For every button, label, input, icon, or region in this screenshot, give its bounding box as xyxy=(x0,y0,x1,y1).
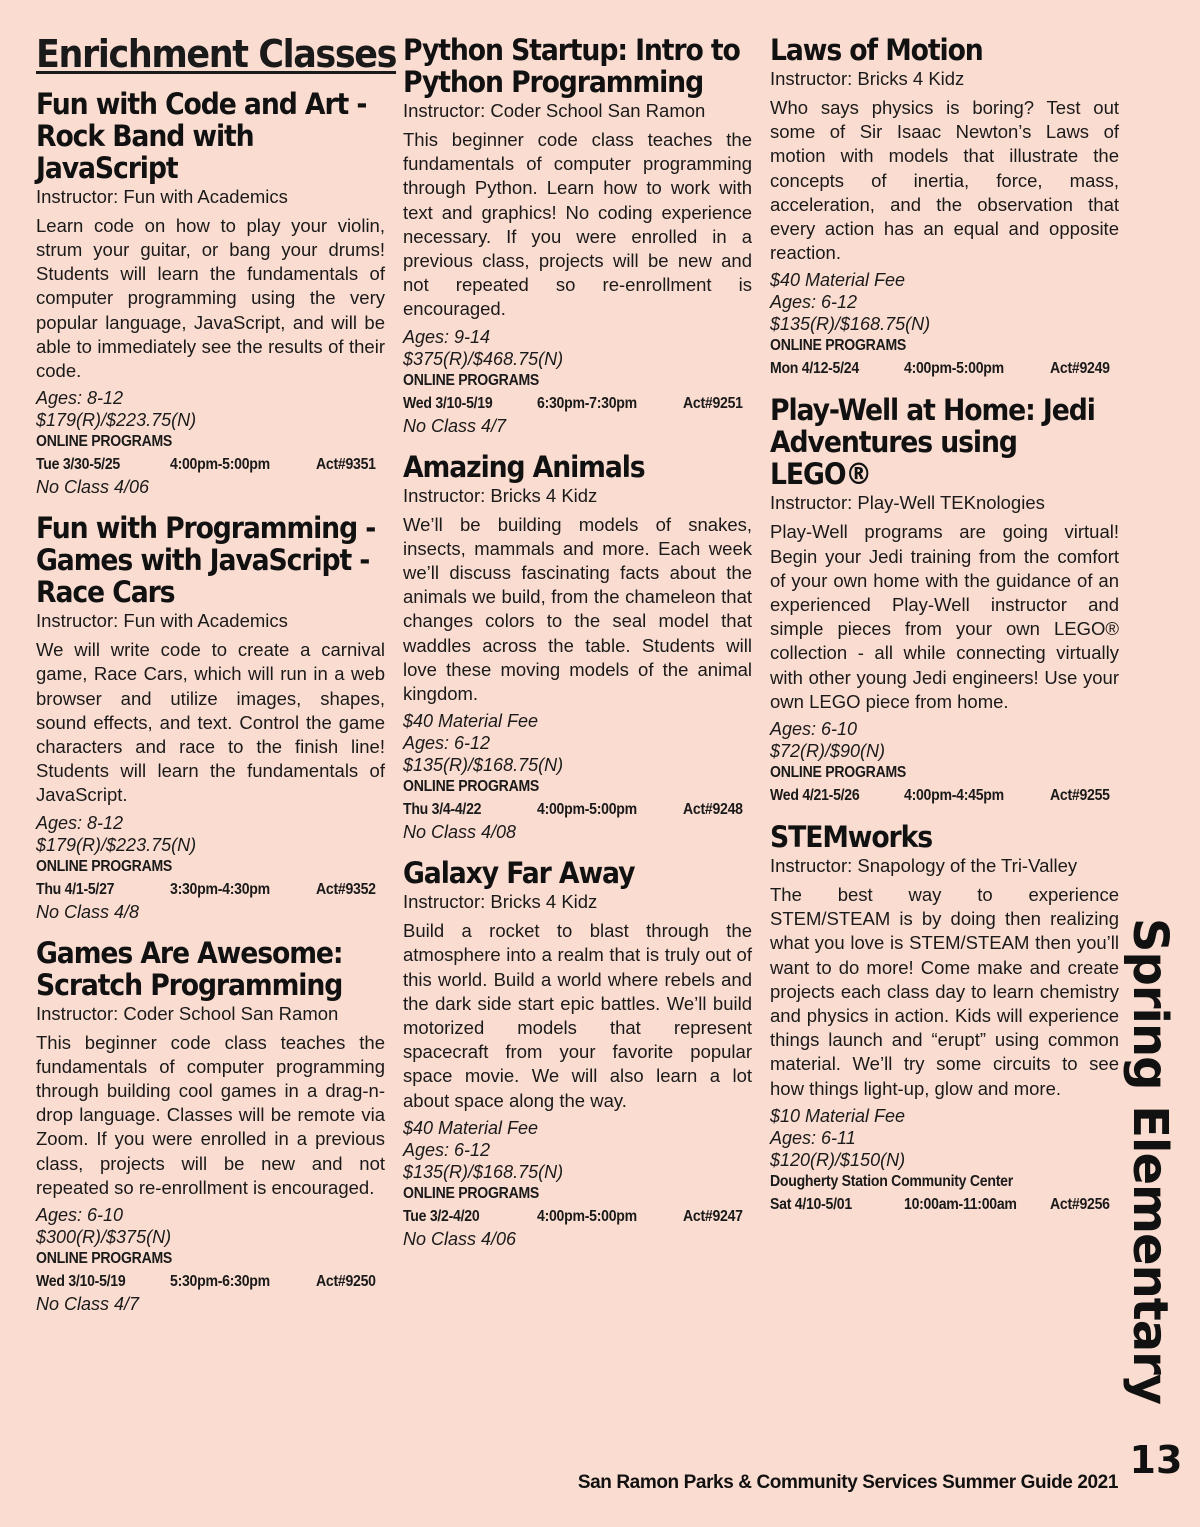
class-title: Python Startup: Intro to Python Programming xyxy=(403,33,740,99)
class-description: This beginner code class teaches the fundamentals of computer programming through Python. Learn how to work with text and graphics! No coding experience necessary. If you were enrolled in a previous class, projects will be new and not repeated so re-enrollment is encouraged. xyxy=(403,129,752,320)
class-time: 4:00pm-5:00pm xyxy=(537,801,638,819)
class-ages: Ages: 9-14 xyxy=(403,326,491,347)
class-price: $179(R)/$223.75(N) xyxy=(36,410,197,431)
class-venue: ONLINE PROGRAMS xyxy=(770,764,907,782)
class-schedule xyxy=(770,784,1119,807)
no-class-note: No Class 4/08 xyxy=(403,822,517,843)
class-venue: ONLINE PROGRAMS xyxy=(403,1184,540,1202)
class-time: 4:00pm-5:00pm xyxy=(537,1207,638,1225)
class-dates: Thu 4/1-5/27 xyxy=(36,880,115,898)
class-title: Play-Well at Home: Jedi Adventures using LEGO® xyxy=(770,393,1095,492)
class-description: Learn code on how to play your violin, strum your guitar, or bang your drums! Students will learn the fundamentals of computer programming using the very popular language, JavaScript, and will be able to immediately see the results of their code. xyxy=(36,214,385,382)
class-venue: ONLINE PROGRAMS xyxy=(36,857,173,875)
class-instructor: Instructor: Coder School San Ramon xyxy=(403,100,706,121)
page-number: 13 xyxy=(1129,1438,1183,1482)
class-instructor: Instructor: Bricks 4 Kidz xyxy=(403,484,598,506)
class-description: We will write code to create a carnival game, Race Cars, which will run in a web browser and utilize images, shapes, sound effects, and text. Control the game characters and race to the finish line! Students will learn the fundamentals of JavaScript. xyxy=(36,639,385,806)
class-listing xyxy=(770,34,1119,380)
class-ages: Ages: 8-12 xyxy=(36,388,124,409)
class-price: $120(R)/$150(N) xyxy=(770,1149,906,1170)
activity-number: Act#9256 xyxy=(1049,1195,1110,1213)
class-price: $135(R)/$168.75(N) xyxy=(770,314,931,335)
class-price: $179(R)/$223.75(N) xyxy=(36,834,197,855)
class-listing xyxy=(403,451,752,844)
class-venue: ONLINE PROGRAMS xyxy=(36,433,173,451)
class-ages: Ages: 6-12 xyxy=(403,733,491,754)
class-time: 4:00pm-5:00pm xyxy=(170,456,271,474)
activity-number: Act#9248 xyxy=(682,801,743,819)
section-title: Enrichment Classes xyxy=(36,32,397,76)
class-instructor: Instructor: Fun with Academics xyxy=(36,610,288,632)
class-ages: Ages: 6-12 xyxy=(403,1139,491,1160)
class-dates: Tue 3/2-4/20 xyxy=(403,1207,480,1225)
class-schedule xyxy=(403,798,752,821)
class-listing xyxy=(36,937,385,1315)
class-schedule xyxy=(403,392,752,415)
class-description: This beginner code class teaches the fundamentals of computer programming through building cool games in a drag-n-drop language. Classes will be remote via Zoom. If you were enrolled in a previous class, projects will be new and not repeated so re-enrollment is encouraged. xyxy=(36,1031,385,1198)
class-time: 10:00am-11:00am xyxy=(904,1195,1018,1213)
class-schedule xyxy=(36,453,385,476)
class-instructor: Instructor: Play-Well TEKnologies xyxy=(770,492,1045,514)
activity-number: Act#9249 xyxy=(1049,360,1110,378)
class-title: Fun with Programming - Games with JavaScript - Race Cars xyxy=(36,511,376,610)
class-schedule xyxy=(770,357,1119,380)
class-instructor: Instructor: Bricks 4 Kidz xyxy=(770,68,965,89)
class-time: 4:00pm-5:00pm xyxy=(904,360,1005,378)
no-class-note: No Class 4/7 xyxy=(403,415,507,436)
class-time: 3:30pm-4:30pm xyxy=(170,880,271,898)
activity-number: Act#9351 xyxy=(315,456,376,474)
no-class-note: No Class 4/06 xyxy=(36,477,150,498)
class-listing xyxy=(36,512,385,922)
class-instructor: Instructor: Coder School San Ramon xyxy=(36,1002,339,1024)
no-class-note: No Class 4/7 xyxy=(36,1294,140,1315)
class-venue: Dougherty Station Community Center xyxy=(770,1172,1013,1190)
class-dates: Sat 4/10-5/01 xyxy=(770,1195,852,1213)
class-dates: Wed 3/10-5/19 xyxy=(403,394,493,412)
class-schedule xyxy=(36,878,385,901)
side-label-text: Spring Elementary xyxy=(1122,917,1178,1404)
class-description: The best way to experience STEM/STEAM is by doing then realizing what you love is STEM/STEAM then you’ll want to do more! Come make and create projects each class day to learn chemistry and physics in action. Kids will experience things launch and “erupt” using common material. We’ll try some circuits to see how things light-up, glow and more. xyxy=(770,884,1119,1099)
class-instructor: Instructor: Fun with Academics xyxy=(36,185,288,207)
class-title: Amazing Animals xyxy=(403,449,645,484)
class-price: $72(R)/$90(N) xyxy=(770,741,886,762)
column-2 xyxy=(403,34,752,1264)
class-description: Who says physics is boring? Test out some of Sir Isaac Newton’s Laws of motion with models that illustrate the concepts of inertia, force, mass, acceleration, and the observation that every action has an equal and opposite reaction. xyxy=(770,97,1119,264)
class-venue: ONLINE PROGRAMS xyxy=(770,337,907,355)
class-venue: ONLINE PROGRAMS xyxy=(403,778,540,796)
class-price: $300(R)/$375(N) xyxy=(36,1227,172,1248)
class-venue: ONLINE PROGRAMS xyxy=(403,371,540,389)
class-title: Galaxy Far Away xyxy=(403,856,635,891)
class-listing xyxy=(403,857,752,1250)
activity-number: Act#9255 xyxy=(1049,787,1110,805)
material-fee: $10 Material Fee xyxy=(770,1105,906,1126)
class-schedule xyxy=(770,1193,1119,1216)
no-class-note: No Class 4/8 xyxy=(36,901,140,922)
material-fee: $40 Material Fee xyxy=(403,711,539,732)
class-dates: Wed 3/10-5/19 xyxy=(36,1273,126,1291)
class-time: 4:00pm-4:45pm xyxy=(904,787,1005,805)
class-title: Fun with Code and Art - Rock Band with JavaScript xyxy=(36,86,367,185)
class-listing xyxy=(36,88,385,498)
class-title: STEMworks xyxy=(770,820,933,855)
class-ages: Ages: 6-12 xyxy=(770,292,858,313)
class-ages: Ages: 6-10 xyxy=(770,719,858,740)
class-ages: Ages: 8-12 xyxy=(36,812,124,833)
class-listing xyxy=(403,34,752,437)
class-listing xyxy=(770,821,1119,1216)
side-label xyxy=(1100,917,1200,1404)
footer-text: San Ramon Parks & Community Services Summer Guide 2021 xyxy=(577,1472,1118,1493)
class-dates: Tue 3/30-5/25 xyxy=(36,456,120,474)
class-schedule xyxy=(403,1205,752,1228)
class-dates: Wed 4/21-5/26 xyxy=(770,787,860,805)
class-price: $135(R)/$168.75(N) xyxy=(403,755,564,776)
class-instructor: Instructor: Bricks 4 Kidz xyxy=(403,891,598,913)
activity-number: Act#9247 xyxy=(682,1207,743,1225)
column-1 xyxy=(36,32,397,1329)
class-description: Build a rocket to blast through the atmosphere into a realm that is truly out of this world. Build a world where rebels and the dark side start epic battles. We’ll build motorized models that represent spacecraft from your favorite popular space movie. We will also learn a lot about space along the way. xyxy=(403,920,752,1111)
activity-number: Act#9352 xyxy=(315,880,376,898)
class-time: 6:30pm-7:30pm xyxy=(537,394,638,412)
class-price: $135(R)/$168.75(N) xyxy=(403,1161,564,1182)
class-title: Games Are Awesome: Scratch Programming xyxy=(36,935,343,1002)
class-price: $375(R)/$468.75(N) xyxy=(403,348,564,369)
class-ages: Ages: 6-10 xyxy=(36,1205,124,1226)
material-fee: $40 Material Fee xyxy=(403,1117,539,1138)
material-fee: $40 Material Fee xyxy=(770,270,906,291)
class-ages: Ages: 6-11 xyxy=(770,1127,856,1148)
class-listing xyxy=(770,394,1119,807)
class-dates: Thu 3/4-4/22 xyxy=(403,801,482,819)
column-3 xyxy=(770,34,1119,1230)
class-time: 5:30pm-6:30pm xyxy=(170,1273,271,1291)
class-description: We’ll be building models of snakes, insects, mammals and more. Each week we’ll discuss fascinating facts about the animals we build, from the chameleon that changes colors to the seal model that waddles across the table. Students will love these moving models of the animal kingdom. xyxy=(403,513,752,705)
class-title: Laws of Motion xyxy=(770,33,983,67)
class-instructor: Instructor: Snapology of the Tri-Valley xyxy=(770,855,1078,877)
activity-number: Act#9250 xyxy=(315,1273,376,1291)
class-venue: ONLINE PROGRAMS xyxy=(36,1250,173,1268)
no-class-note: No Class 4/06 xyxy=(403,1228,517,1249)
class-description: Play-Well programs are going virtual! Begin your Jedi training from the comfort of your own home with the guidance of an experienced Play-Well instructor and simple pieces from your own LEGO® collection - all while connecting virtually with other young Jedi engineers! Use your own LEGO piece from home. xyxy=(770,521,1119,712)
class-dates: Mon 4/12-5/24 xyxy=(770,360,859,378)
activity-number: Act#9251 xyxy=(682,394,743,412)
class-schedule xyxy=(36,1270,385,1293)
